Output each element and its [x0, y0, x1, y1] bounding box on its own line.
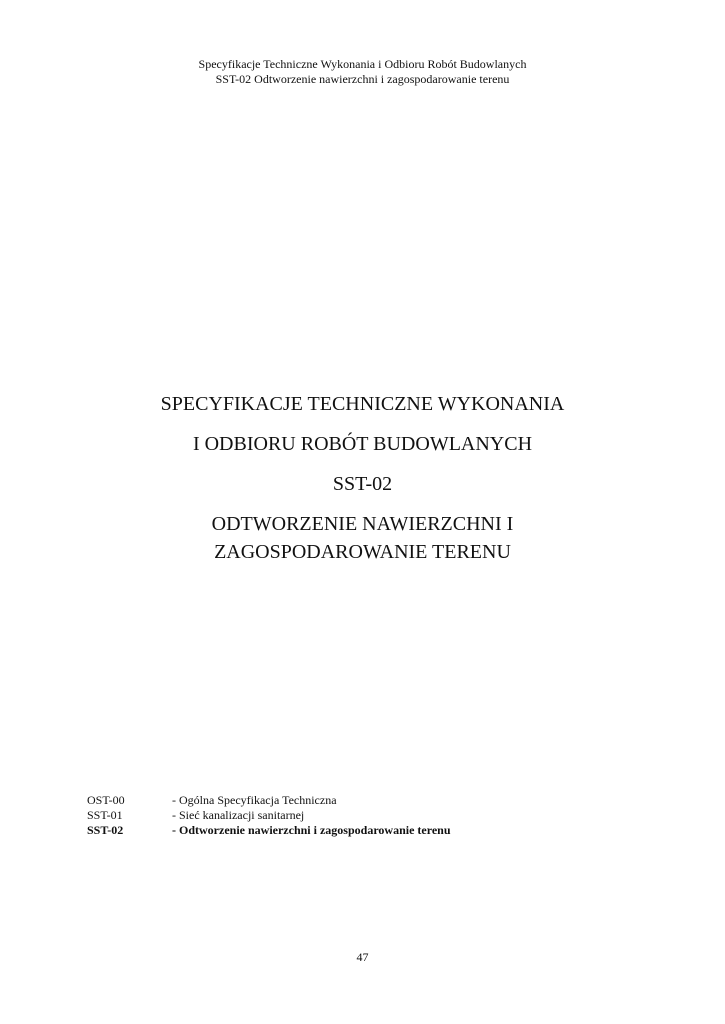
spec-list-code: SST-01 — [87, 808, 123, 822]
subtitle-line-1: ODTWORZENIE NAWIERZCHNI I — [211, 513, 514, 535]
spec-list-item-current — [87, 823, 451, 838]
document-title — [0, 392, 725, 564]
page-header — [0, 57, 725, 87]
subtitle-line-2: ZAGOSPODAROWANIE TERENU — [214, 541, 511, 563]
spec-list-item — [87, 793, 451, 808]
header-line-2: SST-02 Odtworzenie nawierzchni i zagospodarowanie terenu — [215, 72, 510, 86]
header-line-1: Specyfikacje Techniczne Wykonania i Odbioru Robót Budowlanych — [198, 57, 527, 71]
title-line-2: I ODBIORU ROBÓT BUDOWLANYCH — [192, 433, 533, 455]
spec-list-code: OST-00 — [87, 793, 125, 807]
spec-list-text: - Sieć kanalizacji sanitarnej — [172, 808, 305, 822]
page-number: 47 — [356, 950, 369, 964]
spec-list-text: - Odtworzenie nawierzchni i zagospodarowanie terenu — [172, 823, 451, 837]
spec-list-item — [87, 808, 451, 823]
spec-code: SST-02 — [332, 473, 393, 495]
spec-list-text: - Ogólna Specyfikacja Techniczna — [172, 793, 337, 807]
title-line-1: SPECYFIKACJE TECHNICZNE WYKONANIA — [160, 393, 565, 415]
spec-list — [87, 793, 451, 838]
spec-list-code: SST-02 — [87, 823, 124, 837]
